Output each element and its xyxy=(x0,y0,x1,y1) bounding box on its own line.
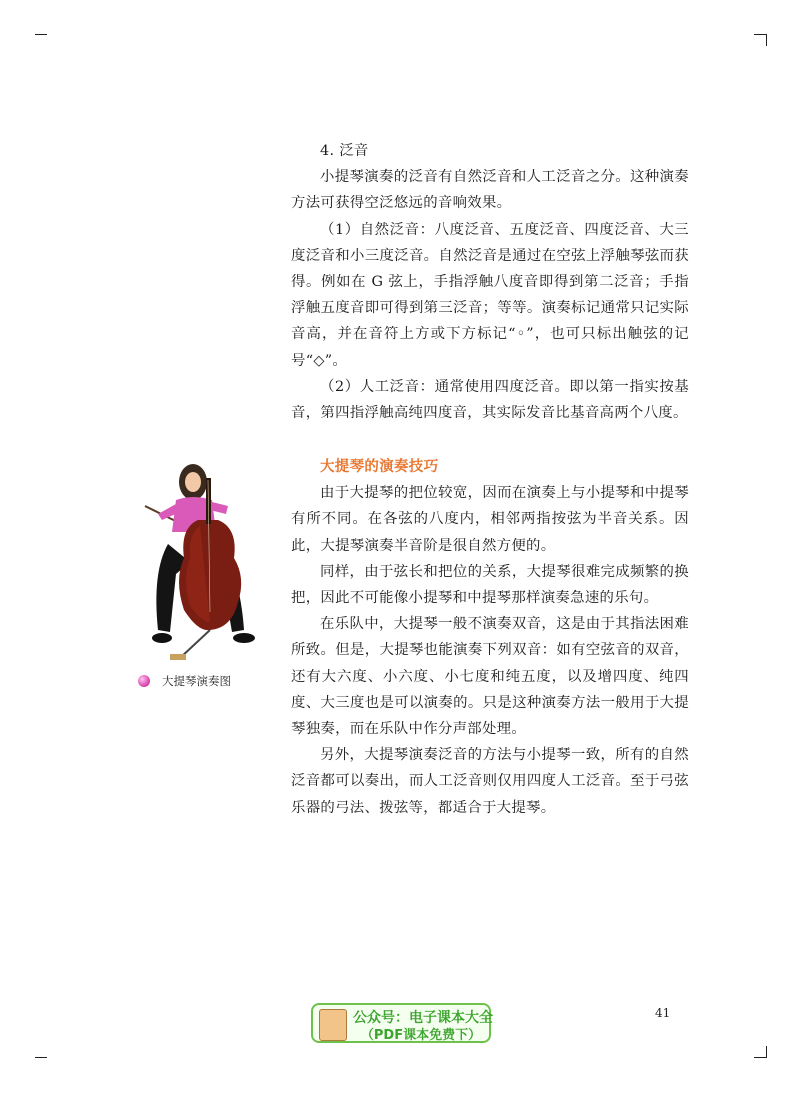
watermark-badge xyxy=(311,1003,491,1043)
bullet-icon xyxy=(138,675,150,687)
crop-mark-top-right xyxy=(754,34,766,35)
crop-mark-top-left xyxy=(35,34,47,35)
body-text xyxy=(291,138,689,821)
paragraph: 由于大提琴的把位较宽，因而在演奏上与小提琴和中提琴有所不同。在各弦的八度内，相邻两指按弦为半音关系。因此，大提琴演奏半音阶是很自然方便的。 xyxy=(291,485,689,554)
crop-mark-bottom-left xyxy=(35,1057,47,1058)
crop-mark-top-right-v xyxy=(766,34,767,46)
book-icon xyxy=(319,1009,347,1041)
paragraph: 另外，大提琴演奏泛音的方法与小提琴一致，所有的自然泛音都可以奏出，而人工泛音则仅用四度人工泛音。至于弓弦乐器的弓法、拨弦等，都适合于大提琴。 xyxy=(291,747,689,816)
watermark-line2: （PDF课本免费下） xyxy=(360,1028,482,1043)
page-number: 41 xyxy=(655,1006,671,1020)
crop-mark-bottom-right-v xyxy=(766,1046,767,1058)
section-title: 大提琴的演奏技巧 xyxy=(320,459,439,476)
paragraph: 在乐队中，大提琴一般不演奏双音，这是由于其指法困难所致。但是，大提琴也能演奏下列双音：如有空弦音的双音，还有大六度、小六度、小七度和纯五度，以及增四度、纯四度、大三度也是可以演奏的。只是这种演奏方法一般用于大提琴独奏，而在乐队中作分声部处理。 xyxy=(291,616,689,738)
paragraph: 同样，由于弦长和把位的关系，大提琴很难完成频繁的换把，因此不可能像小提琴和中提琴那样演奏急速的乐句。 xyxy=(291,563,689,607)
paragraph: （1）自然泛音：八度泛音、五度泛音、四度泛音、大三度泛音和小三度泛音。自然泛音是通过在空弦上浮触琴弦而获得。例如在 G 弦上，手指浮触八度音即得到第二泛音；手指浮触五度音即可得到第三泛音；等等。演奏标记通常只记实际音高，并在音符上方或下方标记“◦”，也可只标出触弦的记号“◇”。 xyxy=(291,221,689,369)
caption-text: 大提琴演奏图 xyxy=(162,674,231,688)
cellist-illustration xyxy=(140,462,265,672)
paragraph: （2）人工泛音：通常使用四度泛音。即以第一指实按基音，第四指浮触高纯四度音，其实际发音比基音高两个八度。 xyxy=(291,378,689,422)
crop-mark-bottom-right xyxy=(754,1057,766,1058)
paragraph: 小提琴演奏的泛音有自然泛音和人工泛音之分。这种演奏方法可获得空泛悠远的音响效果。 xyxy=(291,169,689,212)
figure-caption xyxy=(138,673,231,689)
section-heading: 4. 泛音 xyxy=(320,143,369,159)
watermark-line1: 公众号：电子课本大全 xyxy=(353,1010,493,1026)
